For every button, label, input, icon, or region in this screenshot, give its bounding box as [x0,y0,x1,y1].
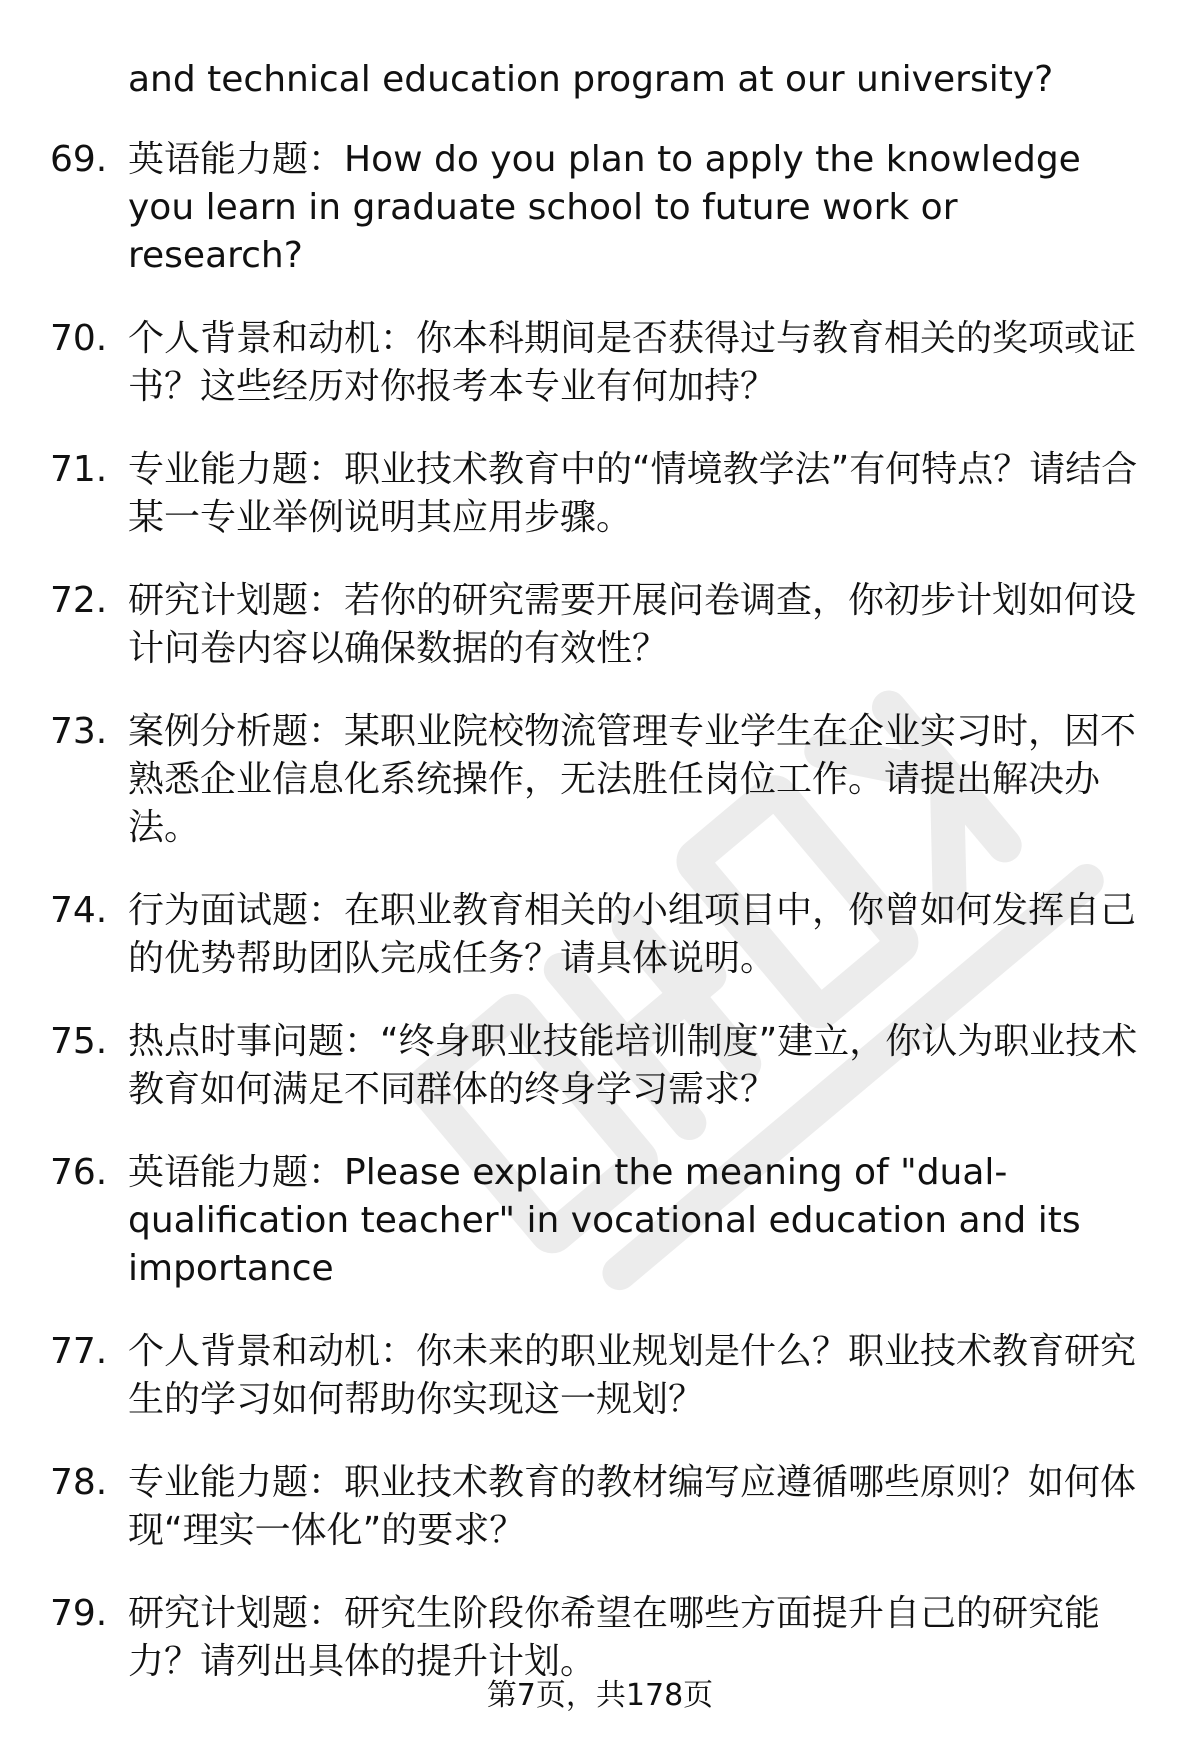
question-number: 77. [50,1331,108,1372]
question-item [0,1328,1200,1424]
question-item [0,446,1200,542]
question-number: 73. [50,711,108,752]
question-item [0,1590,1200,1686]
question-number: 70. [50,318,108,359]
question-text: 行为面试题：在职业教育相关的小组项目中，你曾如何发挥自己的优势帮助团队完成任务？请具体说明。 [128,890,1137,979]
question-number: 74. [50,890,108,931]
question-text: 专业能力题：职业技术教育中的“情境教学法”有何特点？请结合某一专业举例说明其应用步骤。 [128,449,1138,538]
question-text: 英语能力题：How do you plan to apply the knowledge you learn in graduate school to future work or research? [128,139,1081,276]
question-number: 75. [50,1021,108,1062]
question-item [0,1018,1200,1114]
question-text: 研究计划题：若你的研究需要开展问卷调查，你初步计划如何设计问卷内容以确保数据的有效性？ [128,580,1137,669]
question-number: 79. [50,1593,108,1634]
question-number: 78. [50,1462,108,1503]
question-item [0,1149,1200,1293]
question-number: 76. [50,1152,108,1193]
page-number-footer: 第7页，共178页 [486,1678,714,1713]
question-text: 个人背景和动机：你未来的职业规划是什么？职业技术教育研究生的学习如何帮助你实现这一规划？ [128,1331,1137,1420]
question-item [0,577,1200,673]
question-item [0,136,1200,280]
question-text: 研究计划题：研究生阶段你希望在哪些方面提升自己的研究能力？请列出具体的提升计划。 [128,1593,1101,1682]
question-item [0,315,1200,411]
question-list [0,136,1200,1721]
question-number: 72. [50,580,108,621]
question-text: 个人背景和动机：你本科期间是否获得过与教育相关的奖项或证书？这些经历对你报考本专业有何加持？ [128,318,1137,407]
continued-question-text: and technical education program at our university? [128,59,1054,100]
question-item [0,708,1200,852]
question-number: 71. [50,449,108,490]
question-text: 专业能力题：职业技术教育的教材编写应遵循哪些原则？如何体现“理实一体化”的要求？ [128,1462,1137,1551]
question-item [0,1459,1200,1555]
question-text: 案例分析题：某职业院校物流管理专业学生在企业实习时，因不熟悉企业信息化系统操作，无法胜任岗位工作。请提出解决办法。 [128,711,1137,848]
question-text: 英语能力题：Please explain the meaning of "dual-qualification teacher" in vocational education and its importance [128,1152,1081,1289]
question-item [0,887,1200,983]
question-text: 热点时事问题：“终身职业技能培训制度”建立，你认为职业技术教育如何满足不同群体的终身学习需求？ [128,1021,1138,1110]
question-number: 69. [50,139,108,180]
